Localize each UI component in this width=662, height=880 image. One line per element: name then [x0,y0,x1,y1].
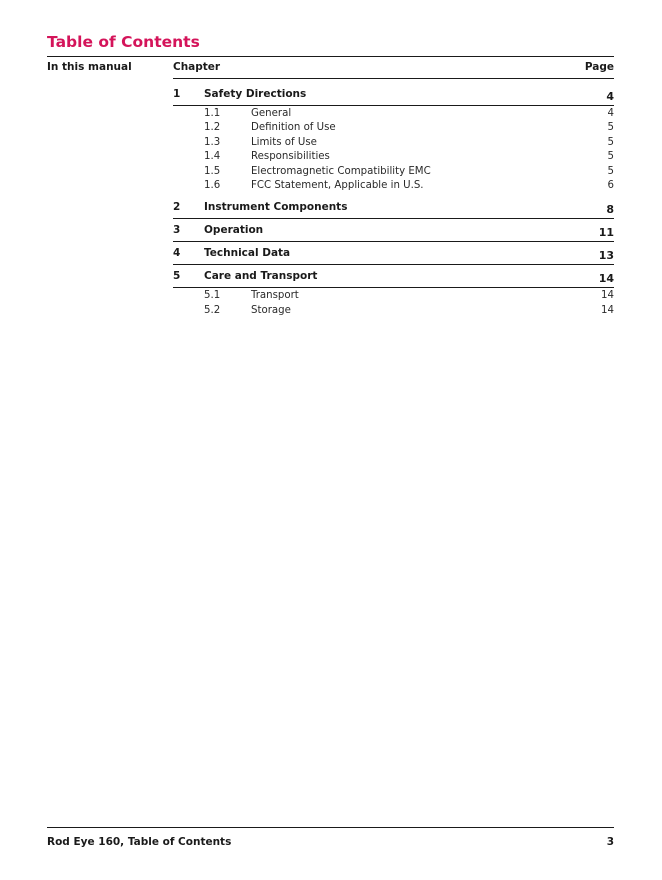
toc-section-row[interactable] [173,166,614,180]
toc-section-row[interactable] [173,137,614,151]
section-number: 1.2 [204,122,221,134]
chapter-number: 4 [173,247,181,260]
section-number: 1.5 [204,165,221,177]
chapter-number: 3 [173,224,181,237]
toc-section-row[interactable] [173,305,614,319]
section-number: 1.6 [204,179,221,191]
footer-document-title: Rod Eye 160, Table of Contents [47,836,232,848]
toc-chapter [173,87,614,196]
section-number: 5.2 [204,304,221,316]
toc-sections [173,288,614,321]
chapter-number: 1 [173,88,181,100]
chapter-page: 4 [606,90,614,103]
toc-chapter [173,200,614,219]
chapter-column-header: Chapter [173,61,221,73]
section-page: 4 [607,108,614,119]
toc-chapter [173,223,614,242]
section-title: Storage [251,304,291,316]
chapter-number: 5 [173,270,181,283]
page-title: Table of Contents [47,33,200,51]
section-number: 1.4 [204,151,221,163]
section-page: 14 [601,304,614,316]
toc-chapter-row[interactable] [173,200,614,219]
section-title: Electromagnetic Compatibility EMC [251,165,431,177]
chapter-page: 13 [598,249,614,263]
section-page: 5 [607,136,614,148]
toc-chapter-row[interactable] [173,246,614,265]
title-divider [47,56,614,57]
side-label: In this manual [47,61,132,73]
section-page: 14 [601,290,614,302]
section-page: 5 [607,122,614,134]
toc-chapter-row[interactable] [173,269,614,288]
section-title: Responsibilities [251,151,330,163]
chapter-title: Operation [204,224,264,237]
chapter-number: 2 [173,201,181,214]
header-divider [173,78,614,79]
toc-chapter [173,246,614,265]
section-title: Definition of Use [251,122,336,134]
table-of-contents [173,87,614,325]
chapter-title: Technical Data [204,247,291,260]
toc-chapter-row[interactable] [173,87,614,106]
toc-section-row[interactable] [173,151,614,165]
chapter-page: 14 [598,272,614,286]
section-number: 1.1 [204,108,221,119]
section-page: 6 [607,179,614,191]
toc-chapter [173,269,614,321]
section-title: Transport [251,290,299,302]
toc-chapter-row[interactable] [173,223,614,242]
page-column-header: Page [584,61,614,73]
toc-section-row[interactable] [173,108,614,122]
footer-page-number: 3 [606,836,614,848]
chapter-title: Instrument Components [204,201,348,214]
chapter-page: 11 [598,226,614,240]
section-title: Limits of Use [251,136,317,148]
chapter-title: Safety Directions [204,88,307,100]
section-number: 1.3 [204,136,221,148]
section-page: 5 [607,165,614,177]
section-title: General [251,108,292,119]
section-page: 5 [607,151,614,163]
toc-section-row[interactable] [173,290,614,304]
footer-divider [47,827,614,828]
toc-section-row[interactable] [173,180,614,194]
section-title: FCC Statement, Applicable in U.S. [251,179,424,191]
toc-section-row[interactable] [173,122,614,136]
section-number: 5.1 [204,290,221,302]
toc-sections [173,106,614,196]
chapter-title: Care and Transport [204,270,318,283]
chapter-page: 8 [606,203,614,217]
